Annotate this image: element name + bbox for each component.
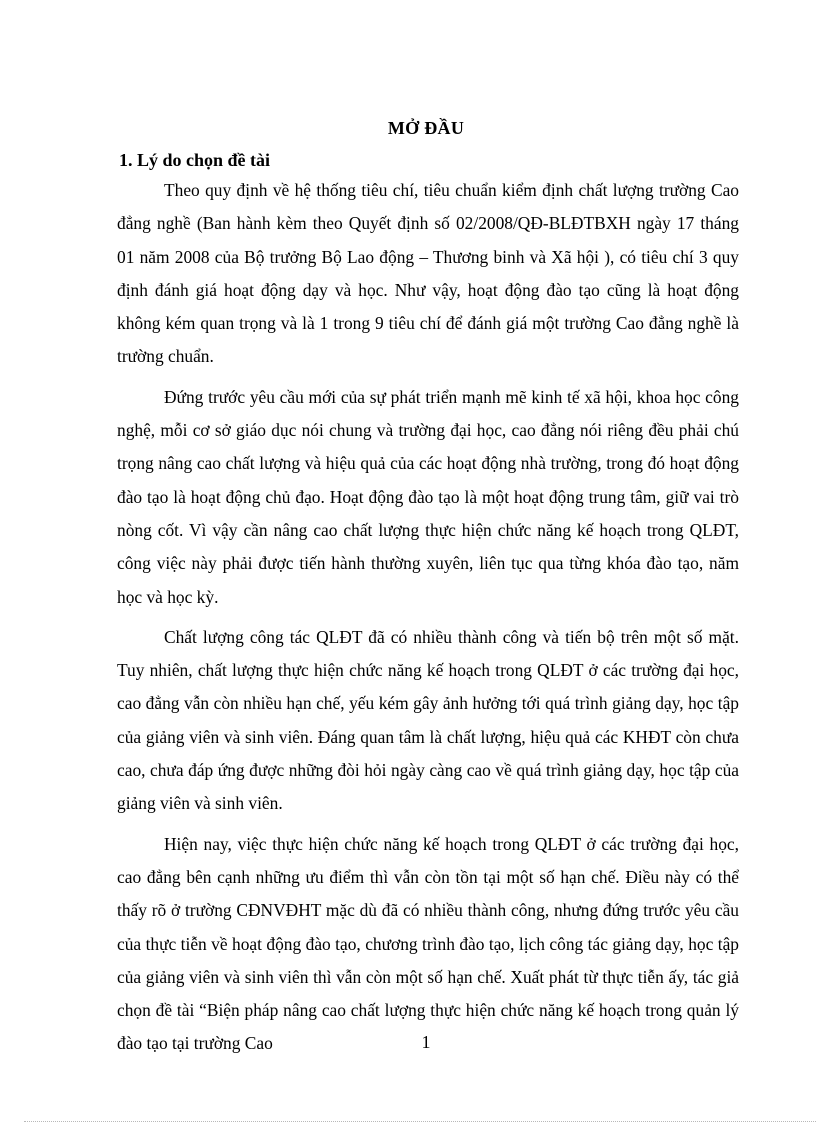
paragraph: Chất lượng công tác QLĐT đã có nhiều thành công và tiến bộ trên một số mặt. Tuy nhiên, chất lượng thực hiện chức năng kế hoạch trong QLĐT ở các trường đại học, cao đẳng vẫn còn nhiều hạn chế, yếu kém gây ảnh hưởng tới quá trình giảng dạy, học tập của giảng viên và sinh viên. Đáng quan tâm là chất lượng, hiệu quả các KHĐT còn chưa cao, chưa đáp ứng được những đòi hỏi ngày càng cao về quá trình giảng dạy, học tập của giảng viên và sinh viên.: [117, 626, 739, 814]
body-text: [117, 174, 739, 1068]
page-bottom-divider: [24, 1121, 816, 1122]
paragraph: Hiện nay, việc thực hiện chức năng kế hoạch trong QLĐT ở các trường đại học, cao đẳng bên cạnh những ưu điểm thì vẫn còn tồn tại một số hạn chế. Điều này có thể thấy rõ ở trường CĐNVĐHT mặc dù đã có nhiều thành công, nhưng đứng trước yêu cầu của thực tiễn về hoạt động đào tạo, chương trình đào tạo, lịch công tác giảng dạy, học tập của giảng viên và sinh viên thì vẫn còn một số hạn chế. Xuất phát từ thực tiễn ấy, tác giả chọn đề tài “Biện pháp nâng cao chất lượng thực hiện chức năng kế hoạch trong quản lý đào tạo tại trường Cao: [117, 833, 739, 1054]
section-heading: 1. Lý do chọn đề tài: [119, 150, 271, 170]
page-title: MỞ ĐẦU: [387, 118, 465, 138]
paragraph: Theo quy định về hệ thống tiêu chí, tiêu chuẩn kiểm định chất lượng trường Cao đẳng nghề (Ban hành kèm theo Quyết định số 02/2008/QĐ-BLĐTBXH ngày 17 tháng 01 năm 2008 của Bộ trưởng Bộ Lao động – Thương binh và Xã hội ), có tiêu chí 3 quy định đánh giá hoạt động dạy và học. Như vậy, hoạt động đào tạo cũng là hoạt động không kém quan trọng và là 1 trong 9 tiêu chí để đánh giá một trường Cao đẳng nghề là trường chuẩn.: [117, 180, 739, 367]
page-number: 1: [421, 1032, 431, 1052]
paragraph: Đứng trước yêu cầu mới của sự phát triển mạnh mẽ kinh tế xã hội, khoa học công nghệ, mỗi cơ sở giáo dục nói chung và trường đại học, cao đẳng nói riêng đều phải chú trọng nâng cao chất lượng và hiệu quả của các hoạt động nhà trường, trong đó hoạt động đào tạo là hoạt động chủ đạo. Hoạt động đào tạo là một hoạt động trung tâm, giữ vai trò nòng cốt. Vì vậy cần nâng cao chất lượng thực hiện chức năng kế hoạch trong QLĐT, công việc này phải được tiến hành thường xuyên, liên tục qua từng khóa đào tạo, năm học và học kỳ.: [117, 386, 739, 607]
